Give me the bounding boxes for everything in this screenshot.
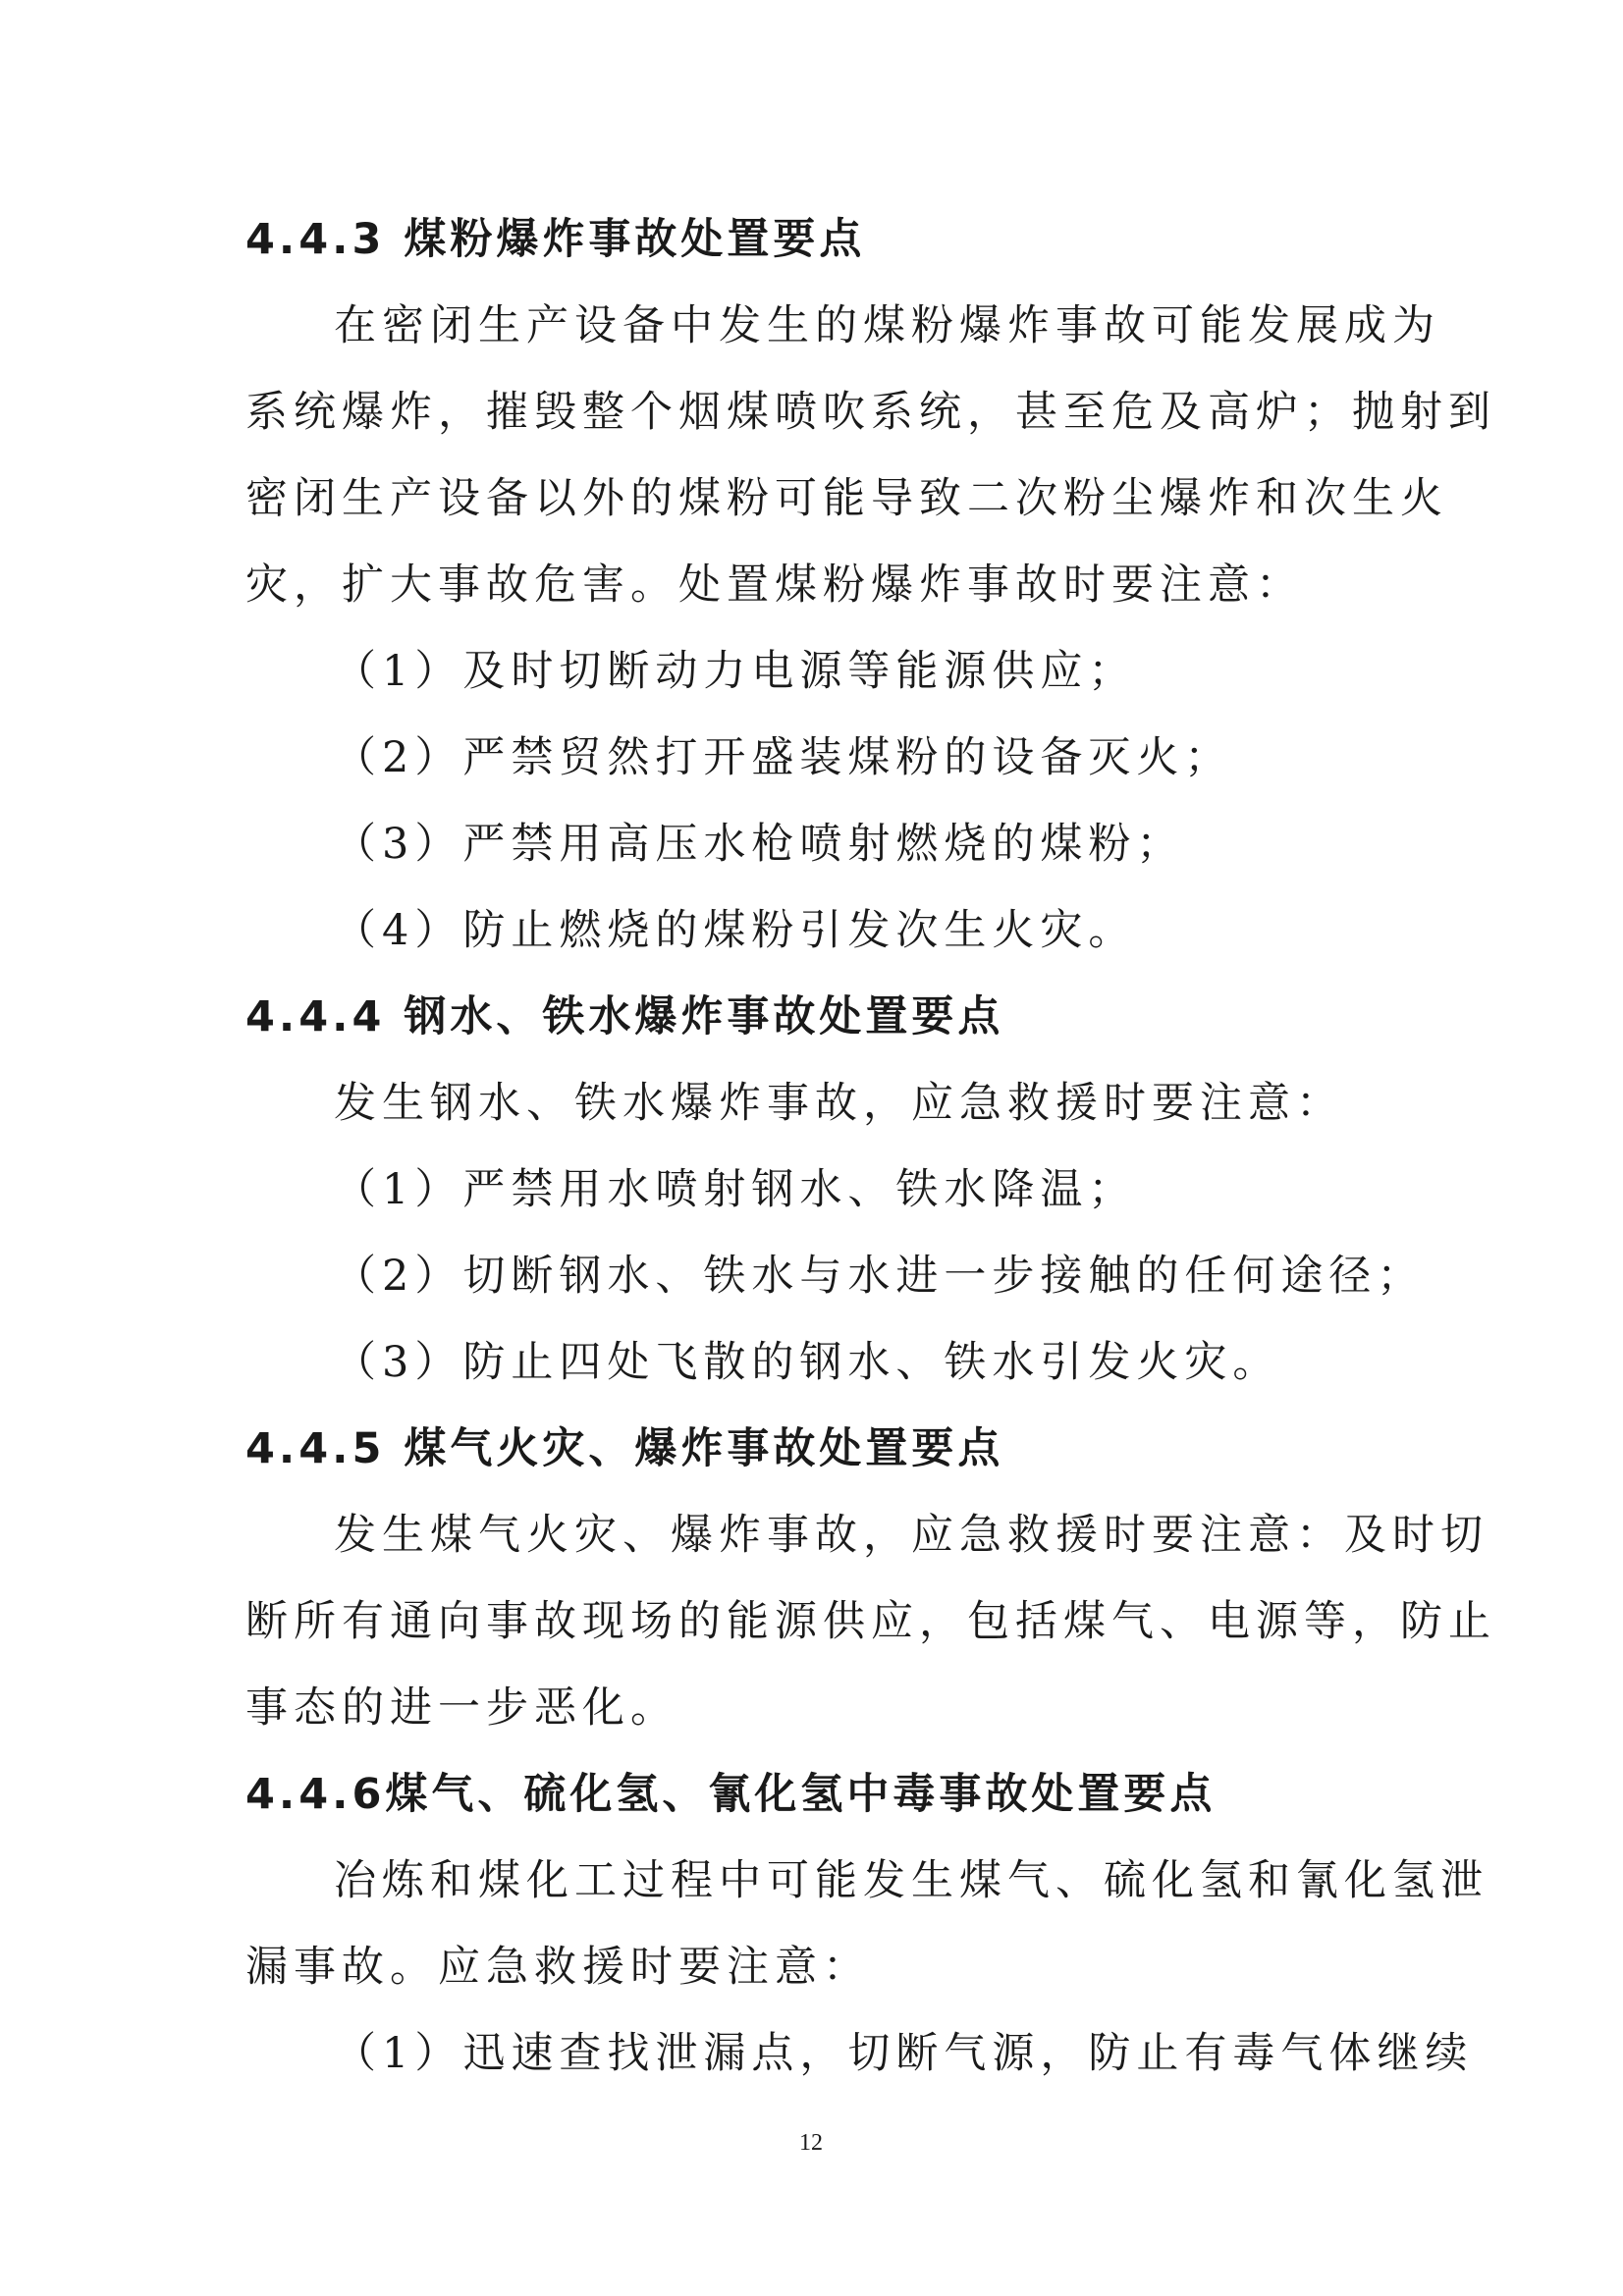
list-item: （2）切断钢水、铁水与水进一步接触的任何途径；	[334, 1252, 1426, 1301]
list-item: （2）严禁贸然打开盛装煤粉的设备灭火；	[334, 733, 1233, 782]
section-heading-4-4-4: 4.4.4 钢水、铁水爆炸事故处置要点	[245, 992, 1004, 1041]
paragraph-line: 漏事故。应急救援时要注意：	[245, 1943, 871, 1992]
section-heading-4-4-5: 4.4.5 煤气火灾、爆炸事故处置要点	[245, 1424, 1004, 1473]
paragraph-line: 事态的进一步恶化。	[245, 1683, 678, 1733]
paragraph-line: 在密闭生产设备中发生的煤粉爆炸事故可能发展成为	[334, 301, 1440, 350]
paragraph-line: 断所有通向事故现场的能源供应，包括煤气、电源等，防止	[245, 1597, 1496, 1646]
paragraph-line: 系统爆炸，摧毁整个烟煤喷吹系统，甚至危及高炉；抛射到	[245, 388, 1496, 437]
list-item: （1）及时切断动力电源等能源供应；	[334, 647, 1137, 696]
paragraph-line: 冶炼和煤化工过程中可能发生煤气、硫化氢和氰化氢泄	[334, 1856, 1488, 1905]
list-item: （1）严禁用水喷射钢水、铁水降温；	[334, 1165, 1137, 1214]
list-item: （4）防止燃烧的煤粉引发次生火灾。	[334, 906, 1137, 955]
paragraph-line: 密闭生产设备以外的煤粉可能导致二次粉尘爆炸和次生火	[245, 474, 1448, 523]
list-item: （3）严禁用高压水枪喷射燃烧的煤粉；	[334, 820, 1185, 869]
paragraph-line: 发生钢水、铁水爆炸事故，应急救援时要注意：	[334, 1079, 1344, 1128]
section-heading-4-4-6: 4.4.6煤气、硫化氢、氰化氢中毒事故处置要点	[245, 1770, 1217, 1819]
list-item: （3）防止四处飞散的钢水、铁水引发火灾。	[334, 1338, 1281, 1387]
page-number: 12	[799, 2130, 823, 2156]
list-item: （1）迅速查找泄漏点，切断气源，防止有毒气体继续	[334, 2029, 1474, 2078]
paragraph-line: 发生煤气火灾、爆炸事故，应急救援时要注意：及时切	[334, 1511, 1488, 1560]
paragraph-line: 灾，扩大事故危害。处置煤粉爆炸事故时要注意：	[245, 561, 1304, 610]
section-heading-4-4-3: 4.4.3 煤粉爆炸事故处置要点	[245, 215, 866, 264]
